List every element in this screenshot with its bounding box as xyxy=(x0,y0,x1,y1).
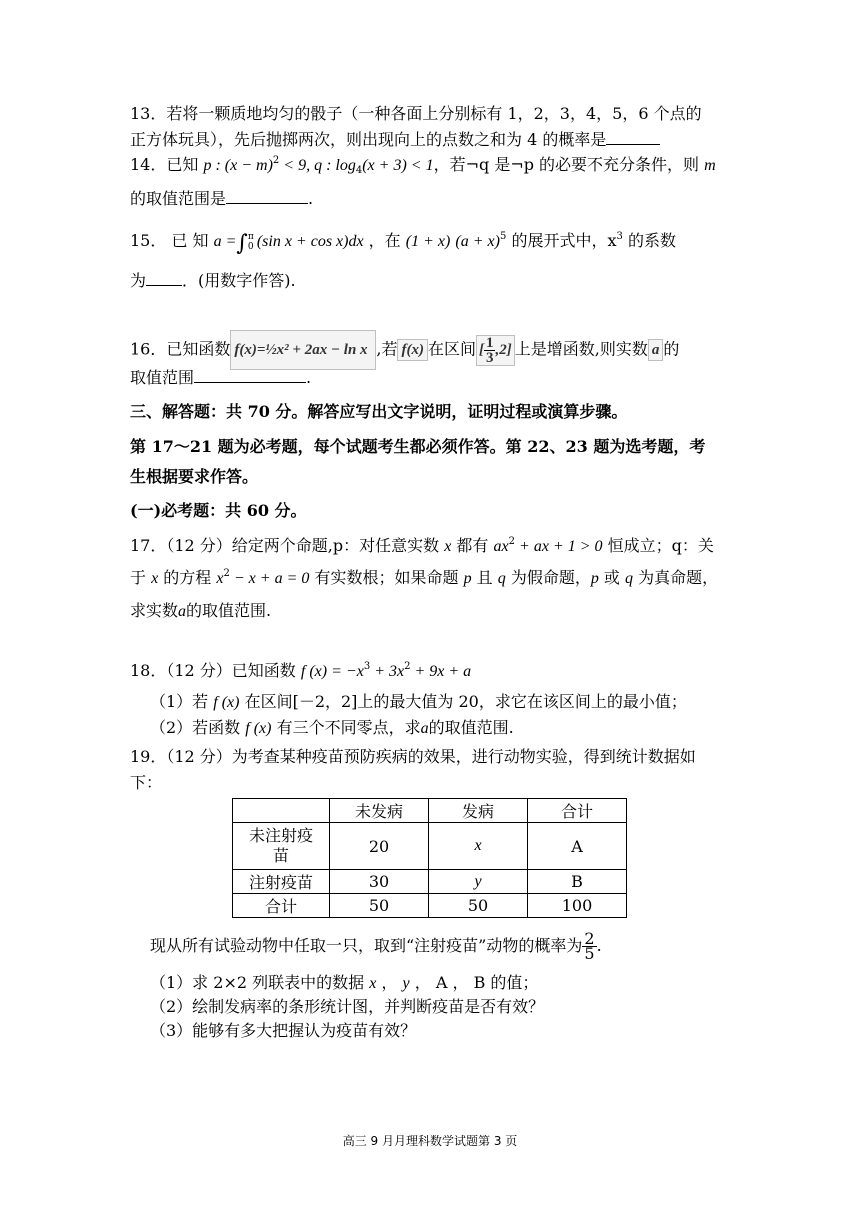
q17-var-p: p xyxy=(463,570,472,587)
var-A: A xyxy=(435,973,448,992)
fraction-numerator: 2 xyxy=(584,929,595,948)
contingency-table xyxy=(232,798,627,918)
q17-line1 xyxy=(130,535,714,558)
table-header-cell: 未发病 xyxy=(330,799,429,823)
q18-text2: （1）若 xyxy=(150,692,214,711)
interval-image xyxy=(476,335,515,366)
table-cell: 50 xyxy=(429,894,528,918)
fraction-numerator: 1 xyxy=(485,334,494,351)
table-header-cell xyxy=(233,799,330,823)
q15-tail2: 的系数 xyxy=(622,231,676,250)
q16-tail: 的 xyxy=(663,339,680,359)
q15-line2-prefix: 为 xyxy=(130,271,147,290)
table-row-label: 合计 xyxy=(233,894,330,918)
q15-expr1: (1 + x) xyxy=(405,233,451,250)
q15-exp5: 5 xyxy=(499,231,507,242)
q17-var-p: p xyxy=(590,570,599,587)
page-footer: 高三 9 月月理科数学试题第 3 页 xyxy=(342,1134,518,1148)
q17-exp: 2 xyxy=(508,536,516,547)
table-cell: y xyxy=(429,870,528,894)
q15-prefix: 15． 已 知 xyxy=(130,231,214,250)
q14-p-tail: < 9, xyxy=(279,157,315,174)
q14-log-base: 4 xyxy=(355,165,363,176)
table-cell: x xyxy=(429,823,528,870)
q14-p-expr: p : (x − m) xyxy=(203,157,273,174)
q15-line1 xyxy=(130,230,676,255)
q17-text5: 的方程 xyxy=(158,568,217,587)
row-label-part: 未注射疫 xyxy=(248,826,313,845)
q17-text2: 都有 xyxy=(451,536,494,555)
integral-sign: ∫ xyxy=(236,231,248,256)
q15-x3: x xyxy=(607,231,617,250)
fx-image: f(x) xyxy=(397,339,428,361)
q18-line1 xyxy=(130,660,471,683)
answer-blank xyxy=(194,368,306,383)
q17-exp: 2 xyxy=(223,568,230,579)
q18-text3: 在区间[－2，2]上的最大值为 20，求它在该区间上的最小值； xyxy=(239,692,687,711)
q17-var-x: x xyxy=(444,538,452,555)
q17-text7: 且 xyxy=(471,568,498,587)
q16-prefix: 16．已知函数 xyxy=(130,339,231,359)
probability-fraction xyxy=(582,929,596,963)
q15-mid: ，在 xyxy=(363,231,406,250)
q15-exp3: 3 xyxy=(616,231,623,242)
interval-open: [ xyxy=(478,341,484,358)
q17-text8: 为假命题， xyxy=(505,568,591,587)
var-x: x xyxy=(369,975,377,992)
q18-formula-b: + 3x xyxy=(370,663,405,680)
upper-limit: π xyxy=(247,231,254,242)
q18-text6: 的取值范围. xyxy=(428,718,514,737)
q18-part2 xyxy=(150,717,514,740)
q17-var-x: x xyxy=(151,570,159,587)
answer-blank xyxy=(226,189,308,204)
table-cell: A xyxy=(528,823,627,870)
q17-var-q: q xyxy=(497,570,506,587)
q18-text4: （2）若函数 xyxy=(150,718,246,737)
q13-line2 xyxy=(130,129,660,151)
q19-sub2: （2）绘制发病率的条形统计图，并判断疫苗是否有效？ xyxy=(150,997,545,1016)
q17-formula2b: − x + a = 0 xyxy=(229,570,310,587)
q18-part1 xyxy=(150,691,687,714)
q17-text11: 求实数 xyxy=(130,601,179,620)
q17-var-a: a xyxy=(178,603,187,620)
q14-range-text: 的取值范围是 xyxy=(130,189,227,208)
q18-exp2: 2 xyxy=(404,661,411,672)
q17-line2 xyxy=(130,567,718,590)
q14-line1 xyxy=(130,154,716,177)
interval-fraction xyxy=(484,336,496,365)
table-row xyxy=(233,823,627,870)
q19-sub1-end: 的值； xyxy=(490,973,539,992)
q14-exponent: 2 xyxy=(272,155,280,166)
fraction-denominator: 5 xyxy=(584,944,595,963)
q14-condition: ，若¬q 是¬p 的必要不充分条件，则 xyxy=(433,155,705,174)
table-cell: B xyxy=(528,870,627,894)
q14-q-tail: (x + 3) < 1 xyxy=(362,157,434,174)
q16-mid3: 上是增函数,则实数 xyxy=(514,339,648,359)
q14-q-expr: q : log xyxy=(314,157,356,174)
q17-text12: 的取值范围. xyxy=(186,601,272,620)
q18-fx: f (x) xyxy=(213,694,240,711)
q18-text5: 有三个不同零点，求 xyxy=(271,718,421,737)
q19-line2: 下： xyxy=(130,773,163,792)
q16-mid1: ,若 xyxy=(376,339,398,359)
answer-blank xyxy=(146,271,182,286)
var-B: B xyxy=(473,973,486,992)
q17-formula2a: x xyxy=(216,570,224,587)
q15-line2 xyxy=(130,270,296,292)
a-image: a xyxy=(648,339,664,361)
row-label-part: 苗 xyxy=(272,846,289,865)
section-subheading: (一)必考题：共 60 分。 xyxy=(130,501,307,520)
formula-image: f(x)=½x² + 2ax − ln x xyxy=(230,330,376,370)
q17-line3 xyxy=(130,600,271,623)
q16-line2: 取值范围 . xyxy=(130,368,312,387)
lower-limit: 0 xyxy=(247,241,254,252)
q17-formula1b: + ax + 1 > 0 xyxy=(515,538,603,555)
table-header-cell: 合计 xyxy=(528,799,627,823)
q15-a-eq: a = xyxy=(213,233,237,250)
section-note-line2: 生根据要求作答。 xyxy=(130,467,259,486)
q18-exp3: 3 xyxy=(363,661,371,672)
q15-expr2: (a + x) xyxy=(455,233,500,250)
q19-text: 现从所有试验动物中任取一只，取到“注射疫苗”动物的概率为 xyxy=(150,936,583,955)
q18-formula-c: + 9x + a xyxy=(410,663,472,680)
table-cell: 50 xyxy=(330,894,429,918)
q14-var-m: m xyxy=(704,157,716,174)
fraction-denominator: 3 xyxy=(485,349,494,366)
integral-limits xyxy=(248,232,254,252)
q14-line2: 的取值范围是 . xyxy=(130,189,314,208)
q16-line1 xyxy=(130,330,679,370)
var-y: y xyxy=(402,975,410,992)
q17-text9: 或 xyxy=(598,568,626,587)
q17-var-q: q xyxy=(625,570,634,587)
q18-var-a: a xyxy=(420,720,429,737)
table-header-row xyxy=(233,799,627,823)
table-row xyxy=(233,894,627,918)
interval-close: ,2] xyxy=(495,341,512,358)
q13-line1: 13．若将一颗质地均匀的骰子（一种各面上分别标有 1，2，3，4，5，6 个点的 xyxy=(130,104,702,123)
table-row xyxy=(233,870,627,894)
q15-line2-tail: ．(用数字作答). xyxy=(182,271,296,290)
q14-prefix: 14．已知 xyxy=(130,155,204,174)
table-row-label xyxy=(233,823,330,870)
q13-text: 正方体玩具），先后抛掷两次，则出现向上的点数之和为 4 的概率是 xyxy=(130,130,607,149)
q17-text10: 为真命题， xyxy=(633,568,719,587)
q19-sub1-text: （1）求 2×2 列联表中的数据 xyxy=(150,973,370,992)
table-cell: 30 xyxy=(330,870,429,894)
q17-formula1a: ax xyxy=(493,538,509,555)
q19-line1: 19．（12 分）为考查某种疫苗预防疾病的效果，进行动物实验，得到统计数据如 xyxy=(130,747,696,766)
table-header-cell: 发病 xyxy=(429,799,528,823)
q19-sub3: （3）能够有多大把握认为疫苗有效？ xyxy=(150,1021,417,1040)
section-heading: 三、解答题：共 70 分。解答应写出文字说明，证明过程或演算步骤。 xyxy=(130,402,628,421)
q19-probability-line xyxy=(150,929,602,963)
table-row-label: 注射疫苗 xyxy=(233,870,330,894)
q18-formula-a: f (x) = −x xyxy=(300,663,364,680)
q18-text1: 18．（12 分）已知函数 xyxy=(130,661,301,680)
q19-sub1: （1）求 2×2 列联表中的数据 x ， y ， A ， B 的值； xyxy=(150,973,539,992)
answer-blank xyxy=(606,130,660,145)
q17-text6: 有实数根；如果命题 xyxy=(309,568,464,587)
q18-fx: f (x) xyxy=(245,720,272,737)
q15-integrand: (sin x + cos x)dx xyxy=(256,233,364,250)
table-cell: 20 xyxy=(330,823,429,870)
q17-text1: 17．（12 分）给定两个命题,p：对任意实数 xyxy=(130,536,445,555)
q16-range-text: 取值范围 xyxy=(130,368,195,387)
section-note-line1: 第 17～21 题为必考题，每个试题考生都必须作答。第 22、23 题为选考题，考 xyxy=(130,437,706,456)
table-cell: 100 xyxy=(528,894,627,918)
q17-text3: 恒成立；q：关 xyxy=(602,536,714,555)
q17-text4: 于 xyxy=(130,568,152,587)
q19-period: . xyxy=(596,936,602,955)
q15-tail: 的展开式中， xyxy=(506,231,608,250)
q16-mid2: 在区间 xyxy=(427,339,476,359)
